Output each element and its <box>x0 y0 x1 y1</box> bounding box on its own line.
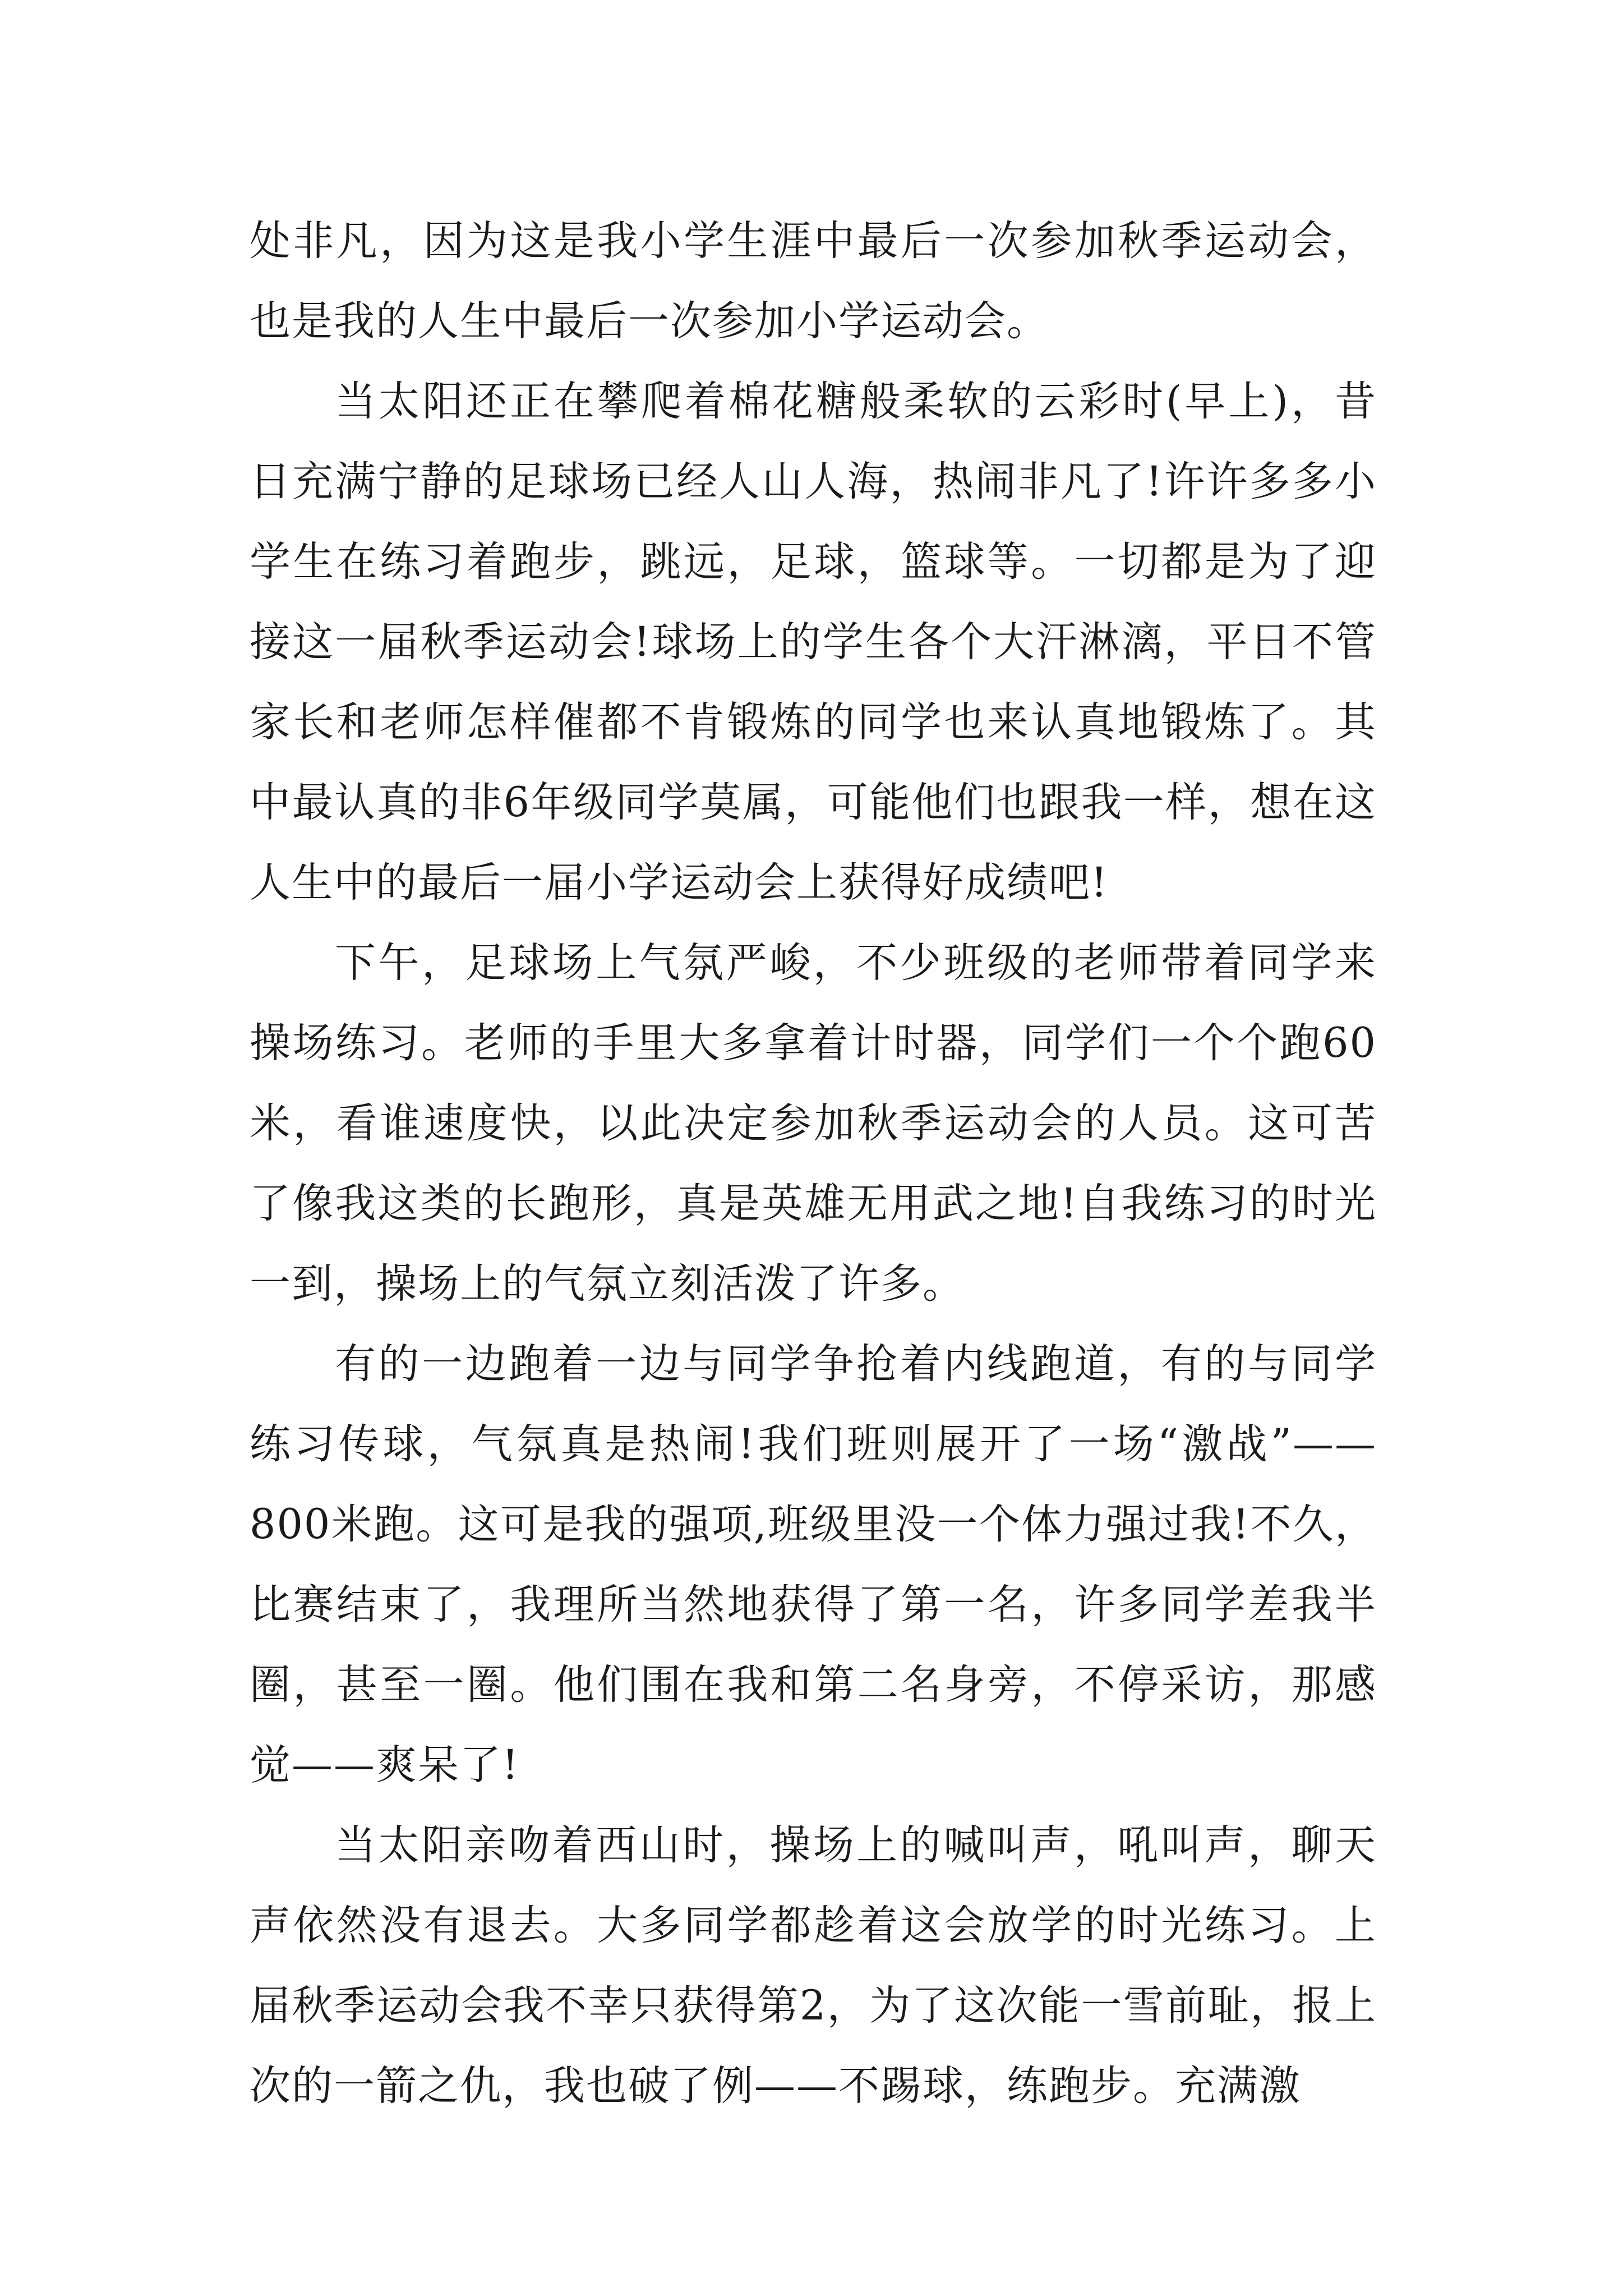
paragraph-2: 当太阳还正在攀爬着棉花糖般柔软的云彩时(早上)，昔日充满宁静的足球场已经人山人海，热闹非凡了!许许多多小学生在练习着跑步，跳远，足球，篮球等。一切都是为了迎接这一届秋季运动会!球场上的学生各个大汗淋漓，平日不管家长和老师怎样催都不肯锻炼的同学也来认真地锻炼了。其中最认真的非6年级同学莫属，可能他们也跟我一样，想在这人生中的最后一届小学运动会上获得好成绩吧! <box>250 378 1377 907</box>
document-body <box>250 201 1377 2126</box>
paragraph-4: 有的一边跑着一边与同学争抢着内线跑道，有的与同学练习传球，气氛真是热闹!我们班则展开了一场“激战”——800米跑。这可是我的强项,班级里没一个体力强过我!不久，比赛结束了，我理所当然地获得了第一名，许多同学差我半圈，甚至一圈。他们围在我和第二名身旁，不停采访，那感觉——爽呆了! <box>250 1340 1377 1789</box>
paragraph-5: 当太阳亲吻着西山时，操场上的喊叫声，吼叫声，聊天声依然没有退去。大多同学都趁着这会放学的时光练习。上届秋季运动会我不幸只获得第2，为了这次能一雪前耻，报上次的一箭之仇，我也破了例——不踢球，练跑步。充满激 <box>250 1821 1377 2110</box>
paragraph-3: 下午，足球场上气氛严峻，不少班级的老师带着同学来操场练习。老师的手里大多拿着计时器，同学们一个个跑60米，看谁速度快，以此决定参加秋季运动会的人员。这可苦了像我这类的长跑形，真是英雄无用武之地!自我练习的时光一到，操场上的气氛立刻活泼了许多。 <box>250 939 1377 1308</box>
paragraph-1: 处非凡，因为这是我小学生涯中最后一次参加秋季运动会，也是我的人生中最后一次参加小学运动会。 <box>250 217 1377 345</box>
